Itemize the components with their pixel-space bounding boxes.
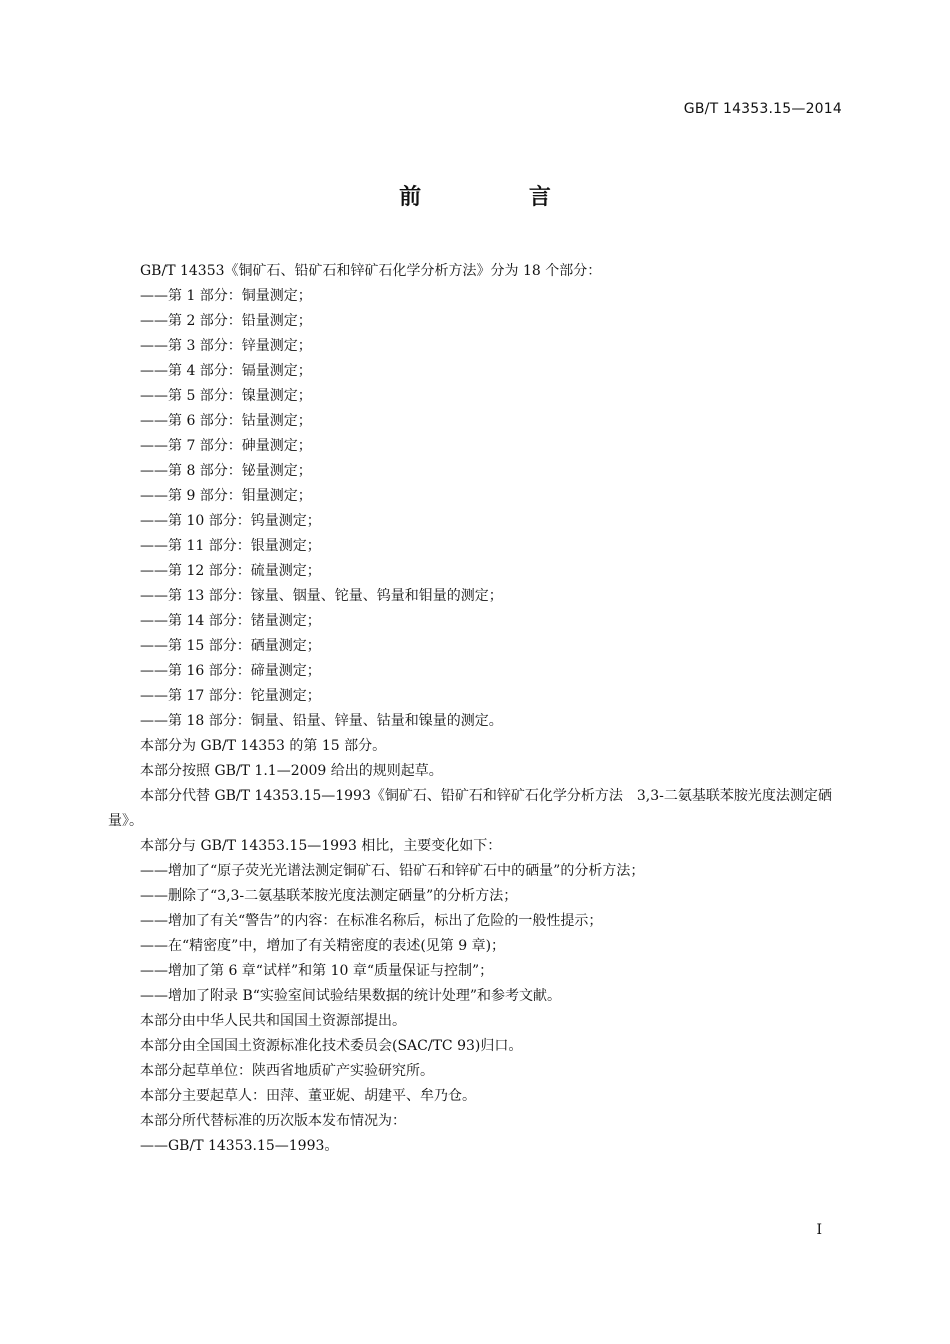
list-item: ——第 9 部分：钼量测定；: [140, 488, 312, 504]
paragraph: 本部分主要起草人：田萍、董亚妮、胡建平、牟乃仓。: [140, 1088, 476, 1104]
list-item: ——第 8 部分：铋量测定；: [140, 463, 312, 479]
list-item: ——第 2 部分：铅量测定；: [140, 313, 312, 329]
list-item: ——第 1 部分：铜量测定；: [140, 288, 312, 304]
list-item: ——第 13 部分：镓量、铟量、铊量、钨量和钼量的测定；: [140, 588, 503, 604]
list-item: ——第 10 部分：钨量测定；: [140, 513, 321, 529]
change-item: ——增加了附录 B“实验室间试验结果数据的统计处理”和参考文献。: [140, 988, 562, 1004]
change-item: ——增加了第 6 章“试样”和第 10 章“质量保证与控制”；: [140, 963, 494, 979]
page-number: I: [816, 1222, 822, 1238]
page-title: 前 言: [399, 185, 601, 210]
list-item: ——第 11 部分：银量测定；: [140, 538, 321, 554]
paragraph: 本部分起草单位：陕西省地质矿产实验研究所。: [140, 1063, 434, 1079]
list-item: ——第 12 部分：硫量测定；: [140, 563, 321, 579]
list-item: ——第 7 部分：砷量测定；: [140, 438, 312, 454]
paragraph-intro: GB/T 14353《铜矿石、铅矿石和锌矿石化学分析方法》分为 18 个部分：: [140, 263, 602, 279]
list-item: ——第 4 部分：镉量测定；: [140, 363, 312, 379]
paragraph-replaces: 本部分代替 GB/T 14353.15—1993《铜矿石、铅矿石和锌矿石化学分析方法 3,3-二氨基联苯胺光度法测定硒量》。: [108, 788, 832, 829]
change-item: ——在“精密度”中，增加了有关精密度的表述(见第 9 章)；: [140, 938, 506, 954]
list-item: ——第 18 部分：铜量、铅量、锌量、钴量和镍量的测定。: [140, 713, 503, 729]
paragraph: 本部分所代替标准的历次版本发布情况为：: [140, 1113, 406, 1129]
list-item: ——GB/T 14353.15—1993。: [140, 1138, 339, 1154]
list-item: ——第 17 部分：铊量测定；: [140, 688, 321, 704]
change-item: ——增加了“原子荧光光谱法测定铜矿石、铅矿石和锌矿石中的硒量”的分析方法；: [140, 863, 645, 879]
change-item: ——删除了“3,3-二氨基联苯胺光度法测定硒量”的分析方法；: [140, 888, 518, 904]
list-item: ——第 5 部分：镍量测定；: [140, 388, 312, 404]
list-item: ——第 16 部分：碲量测定；: [140, 663, 321, 679]
paragraph: 本部分为 GB/T 14353 的第 15 部分。: [140, 738, 387, 754]
list-item: ——第 14 部分：锗量测定；: [140, 613, 321, 629]
list-item: ——第 6 部分：钴量测定；: [140, 413, 312, 429]
list-item: ——第 3 部分：锌量测定；: [140, 338, 312, 354]
change-item: ——增加了有关“警告”的内容：在标准名称后，标出了危险的一般性提示；: [140, 913, 603, 929]
paragraph: 本部分由全国国土资源标准化技术委员会(SAC/TC 93)归口。: [140, 1038, 523, 1054]
list-item: ——第 15 部分：硒量测定；: [140, 638, 321, 654]
paragraph: 本部分由中华人民共和国国土资源部提出。: [140, 1013, 406, 1029]
foreword-body: [108, 259, 844, 1159]
paragraph: 本部分按照 GB/T 1.1—2009 给出的规则起草。: [140, 763, 443, 779]
paragraph: 本部分与 GB/T 14353.15—1993 相比，主要变化如下：: [140, 838, 502, 854]
standard-id-header: GB/T 14353.15—2014: [683, 101, 842, 117]
